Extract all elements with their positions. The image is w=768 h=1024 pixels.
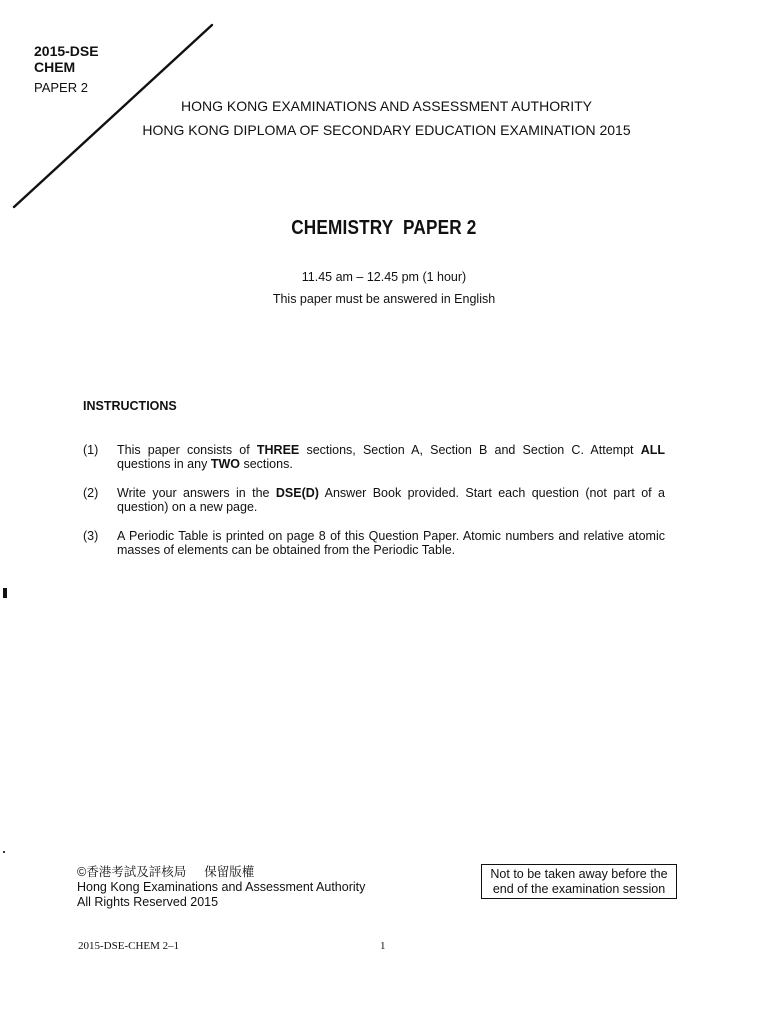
instruction-text: This paper consists of THREE sections, Section A, Section B and Section C. Attempt ALL questions in any TWO sections. bbox=[117, 443, 665, 471]
scan-margin-dot bbox=[3, 851, 5, 853]
copyright-block bbox=[77, 865, 365, 910]
subject-code: CHEM bbox=[34, 59, 76, 75]
authority-name: HONG KONG EXAMINATIONS AND ASSESSMENT AUTHORITY bbox=[181, 98, 592, 114]
exam-name: HONG KONG DIPLOMA OF SECONDARY EDUCATION EXAMINATION 2015 bbox=[142, 122, 631, 138]
instruction-number: (1) bbox=[83, 443, 99, 457]
scan-margin-mark bbox=[3, 588, 7, 598]
instruction-number: (3) bbox=[83, 529, 99, 543]
paper-label: PAPER 2 bbox=[34, 80, 88, 95]
notice-box bbox=[481, 864, 677, 899]
exam-time: 11.45 am – 12.45 pm (1 hour) bbox=[301, 270, 467, 284]
footer-paper-code: 2015-DSE-CHEM 2–1 bbox=[78, 940, 180, 952]
instructions-heading: INSTRUCTIONS bbox=[83, 399, 177, 413]
exam-code: 2015-DSE bbox=[34, 43, 99, 59]
copyright-chinese-name: ©香港考試及評核局 bbox=[77, 865, 187, 879]
notice-line: Not to be taken away before the bbox=[490, 867, 668, 881]
paper-title: CHEMISTRY PAPER 2 bbox=[291, 217, 477, 239]
instruction-number: (2) bbox=[83, 486, 99, 500]
notice-line: end of the examination session bbox=[492, 882, 666, 896]
copyright-chinese-rights: 保留版權 bbox=[204, 865, 255, 879]
page-number: 1 bbox=[380, 940, 386, 952]
instruction-text: A Periodic Table is printed on page 8 of this Question Paper. Atomic numbers and relative atomic masses of elements can be obtained from the Periodic Table. bbox=[117, 529, 665, 557]
copyright-chinese-line bbox=[77, 865, 365, 880]
language-note: This paper must be answered in English bbox=[272, 292, 496, 306]
instruction-text: Write your answers in the DSE(D) Answer Book provided. Start each question (not part of a question) on a new page. bbox=[117, 486, 665, 514]
copyright-english-name: Hong Kong Examinations and Assessment Authority bbox=[77, 880, 366, 894]
copyright-rights: All Rights Reserved 2015 bbox=[77, 895, 219, 909]
